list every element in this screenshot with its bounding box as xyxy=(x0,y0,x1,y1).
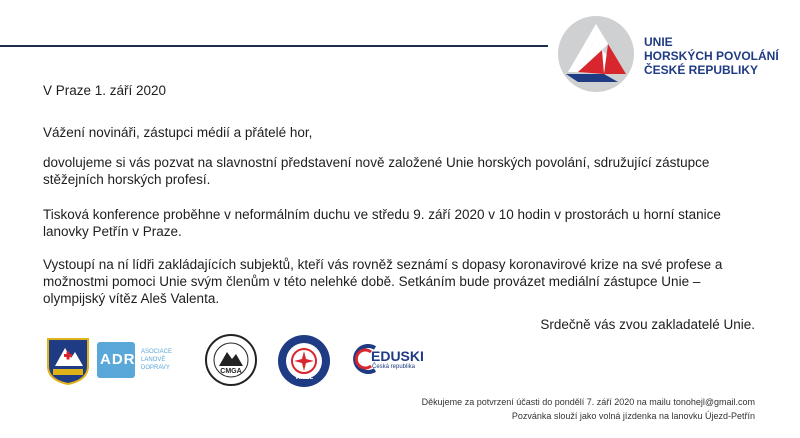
footer-rsvp: Děkujeme za potvrzení účasti do pondělí 7. září 2020 na mailu tonohejl@gmail.com xyxy=(421,397,755,407)
adr-text-line1: ASOCIACE xyxy=(141,349,173,355)
footer-ticket-note: Pozvánka slouží jako volná jízdenka na lanovku Újezd-Petřín xyxy=(511,411,755,421)
cmga-logo xyxy=(205,334,257,386)
vimel-logo xyxy=(277,334,331,388)
adr-logo xyxy=(97,342,197,382)
eduski-sub: Česká republika xyxy=(372,364,416,370)
eduski-logo xyxy=(353,344,447,378)
union-logo xyxy=(556,14,796,94)
partner-logos xyxy=(45,332,445,388)
cmga-emblem-icon xyxy=(205,334,257,386)
vimel-abbr: VIMEL xyxy=(294,375,314,381)
eduski-name: EDUSKI xyxy=(371,348,424,364)
letter-paragraph-2: Tisková konference proběhne v neformálním duchu ve středu 9. září 2020 v 10 hodin v prostorách u horní stanice lanovky Petřín v Praze. xyxy=(43,207,721,239)
letter-date: V Praze 1. září 2020 xyxy=(43,83,167,98)
header-rule xyxy=(0,45,548,47)
union-emblem-icon xyxy=(556,14,636,94)
union-name-line2: HORSKÝCH POVOLÁNÍ xyxy=(644,49,779,63)
mountain-rescue-logo xyxy=(45,336,91,386)
letter-greeting: Vážení novináři, zástupci médií a přátelé hor, xyxy=(43,125,313,140)
letter-paragraph-1: dovolujeme si vás pozvat na slavnostní představení nově založené Unie horských povolání, sdružující zástupce stěžejních horských profesí. xyxy=(43,155,710,187)
letter-paragraph-3: Vystoupí na ní lídři zakládajících subjektů, kteří vás rovněž seznámí s dopasy koronavirové krize na své profese a možnostmi pomoci Unie svým členům v této nelehké době. Setkáním bude provázet mediální zástupce Unie – olympijský vítěz Aleš Valenta. xyxy=(43,257,723,306)
cmga-abbr: CMGA xyxy=(220,368,242,375)
adr-text-line2: LANOVÉ xyxy=(141,357,166,363)
union-name-line1: UNIE xyxy=(644,35,673,49)
adr-abbr: ADR xyxy=(100,351,136,368)
letter-signature: Srdečně vás zvou zakladatelé Unie. xyxy=(540,317,755,332)
adr-text-line3: DOPRAVY xyxy=(141,365,170,371)
union-name xyxy=(644,35,779,77)
union-name-line3: ČESKÉ REPUBLIKY xyxy=(644,63,759,77)
